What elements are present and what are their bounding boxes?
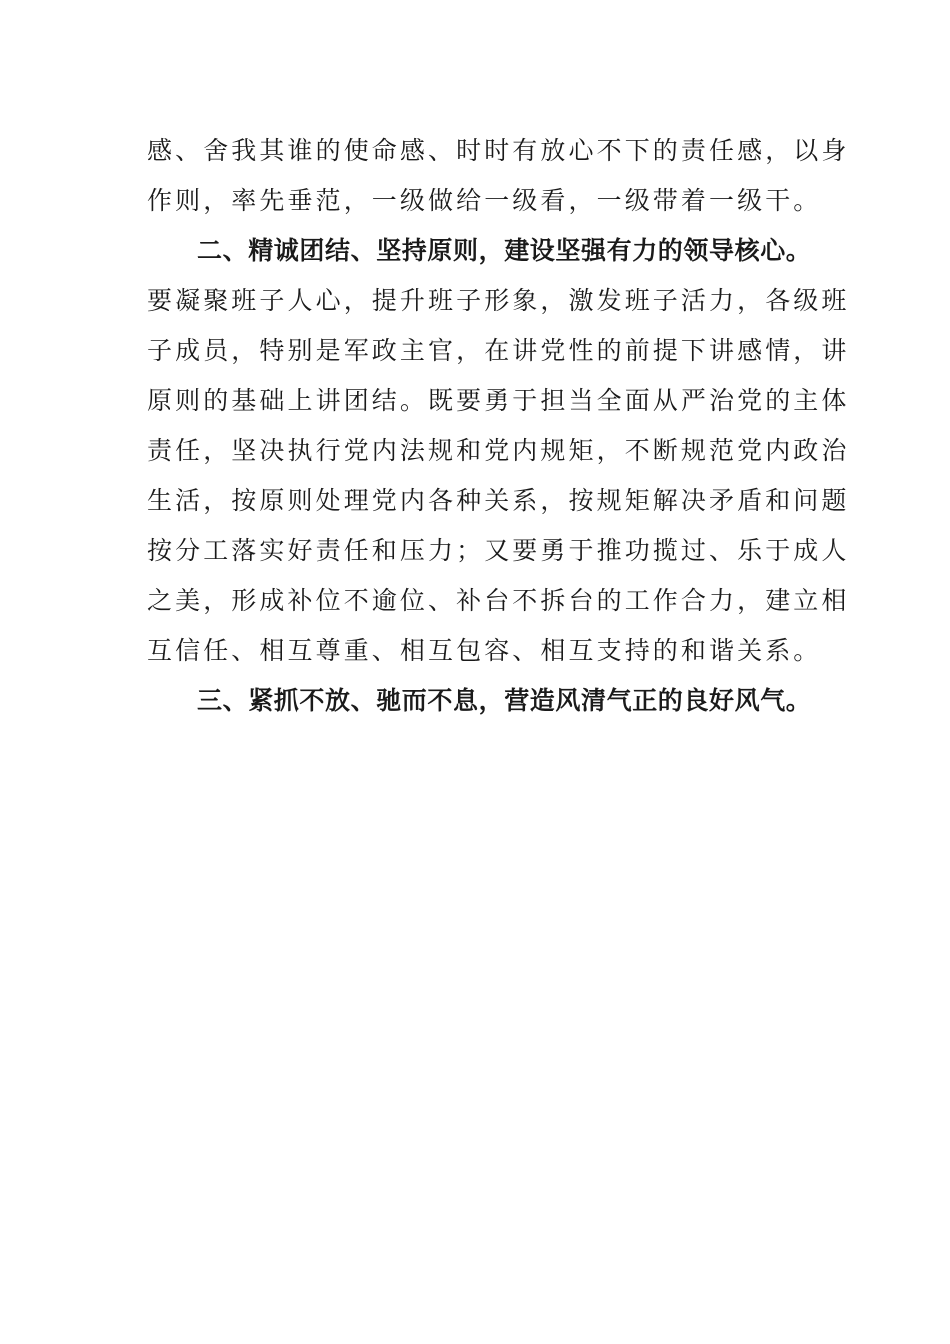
- body-text-line: 要凝聚班子人心，提升班子形象，激发班子活力，各级班: [147, 286, 850, 315]
- body-text-line: 之美，形成补位不逾位、补台不拆台的工作合力，建立相: [147, 586, 850, 615]
- body-text-line: 互信任、相互尊重、相互包容、相互支持的和谐关系。: [147, 636, 822, 665]
- body-text-line: 责任，坚决执行党内法规和党内规矩，不断规范党内政治: [147, 436, 850, 465]
- body-text-line: 子成员，特别是军政主官，在讲党性的前提下讲感情，讲: [147, 336, 850, 365]
- body-text-line: 作则，率先垂范，一级做给一级看，一级带着一级干。: [147, 186, 822, 215]
- body-text-line: 原则的基础上讲团结。既要勇于担当全面从严治党的主体: [147, 386, 850, 415]
- body-text-line: 按分工落实好责任和压力；又要勇于推功揽过、乐于成人: [147, 536, 850, 565]
- document-body: [147, 126, 850, 726]
- body-text-line: 感、舍我其谁的使命感、时时有放心不下的责任感，以身: [147, 136, 850, 165]
- body-text-line: 生活，按原则处理党内各种关系，按规矩解决矛盾和问题: [147, 486, 850, 515]
- section-heading-2: 二、精诚团结、坚持原则，建设坚强有力的领导核心。: [197, 236, 812, 265]
- section-heading-3: 三、紧抓不放、驰而不息，营造风清气正的良好风气。: [197, 686, 812, 715]
